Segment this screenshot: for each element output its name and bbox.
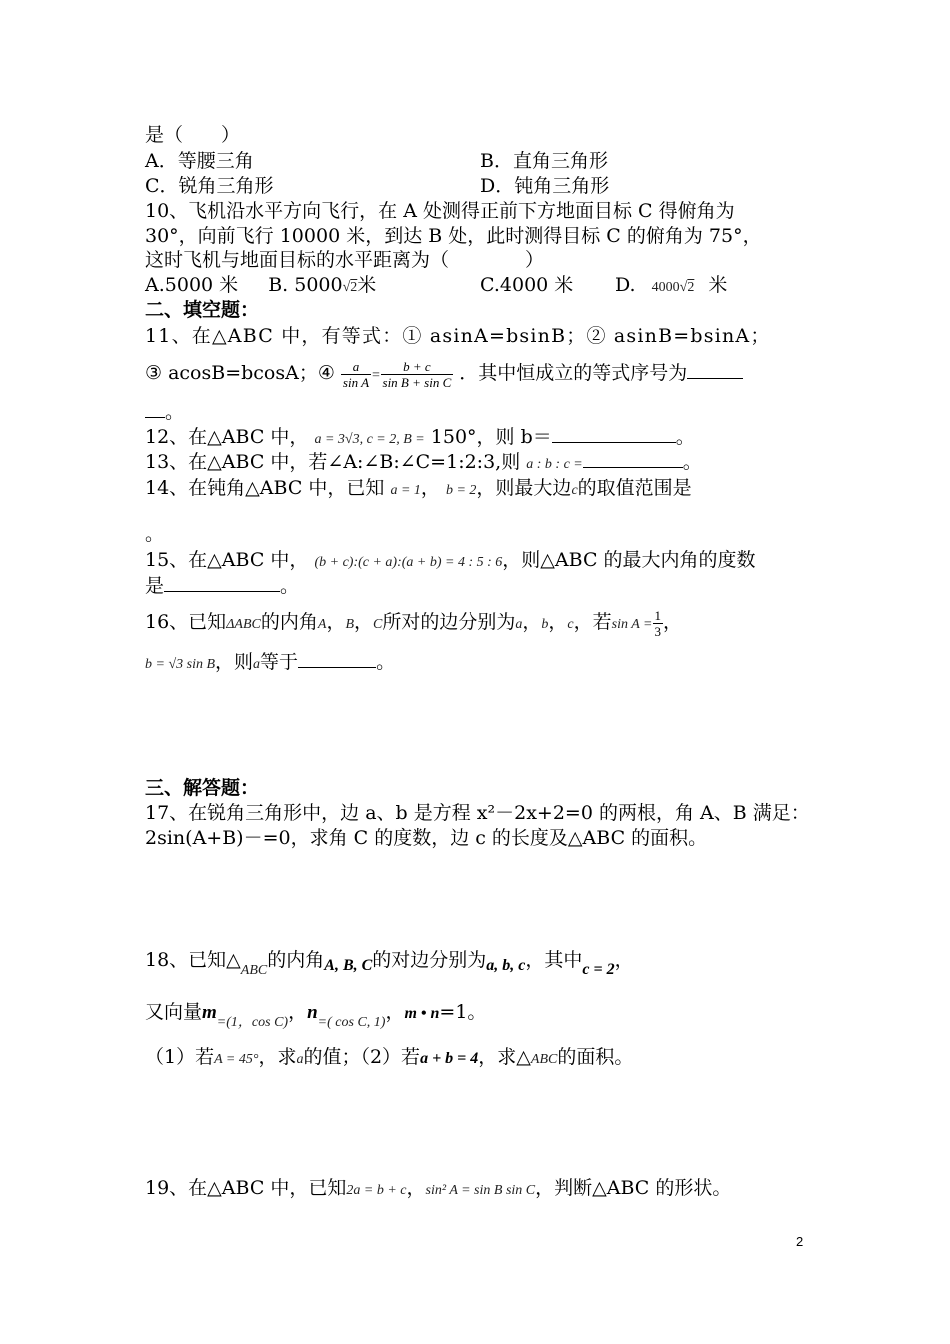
q16-answer-blank [298,649,376,668]
q11-line2: ③ acosB=bcosA；④ $\frac{a}{\text{sin A}}$ = $\frac{b + c}{\text{sin B + sin C}}$ ．其中恒成立的等式序号为 [145,356,743,393]
section-2-heading: 二、填空题： [145,299,260,321]
q10-option-a: A.5000 米 [145,274,239,296]
q11-fraction-1: $\frac{a}{\text{sin A}}$ [342,358,370,390]
q17-line2: 2sin(A+B)－=0，求角 C 的度数，边 c 的长度及△ABC 的面积。 [145,827,708,849]
q9-options-row2 [145,174,610,198]
q10-options [145,273,728,300]
section-3-heading: 三、解答题： [145,777,260,799]
q11-line1: 11、在△ABC 中，有等式：① asinA=bsinB；② asinB=bsinA； [145,325,771,347]
q10-line1: 10、飞机沿水平方向飞行，在 A 处测得正前下方地面目标 C 得俯角为 [145,200,735,222]
q15-math: (b + c):(c + a):(a + b) = 4 : 5 : 6 [314,555,503,570]
q12-math: a = 3√3, c = 2, B = [314,432,425,447]
q11-answer-blank [687,360,743,379]
q9-option-d: D．钝角三角形 [480,175,610,197]
q13-answer-blank [583,449,683,468]
q13: 13、在△ABC 中，若∠A:∠B:∠C=1:2:3,则 a : b : c = 。 [145,451,702,473]
q9-tail: 是（ ） [145,124,241,146]
vector-n: n [307,1002,318,1023]
q12: 12、在△ABC 中， a = 3√3, c = 2, B = 150°，则 b＝ 。 [145,426,695,448]
q16-line1: 16、已知ΔABC的内角A，B，C所对的边分别为a，b，c，若sin A = $\frac{1}{3}$ ， [145,607,683,639]
q9-options-row1 [145,149,608,173]
q13-math: a : b : c = [526,457,583,472]
q10-option-c: C.4000 米 [480,274,574,296]
q9-option-b: B．直角三角形 [480,150,608,172]
q9-option-a: A．等腰三角 [145,150,254,172]
q10-line2: 30°，向前飞行 10000 米，到达 B 处，此时测得目标 C 的俯角为 75°， [145,225,762,247]
q16-fraction: $\frac{1}{3}$ [654,607,661,639]
q18-line3: （1）若A = 45°，求a的值；（2）若a + b = 4，求△ABC的面积。 [145,1046,634,1068]
q15-line2: 是 。 [145,575,300,597]
q15-line1: 15、在△ABC 中， (b + c):(c + a):(a + b) = 4 : 5 : 6，则△ABC 的最大内角的度数 [145,549,756,571]
q11-fraction-2: $\frac{b + c}{\text{sin B + sin C}}$ [382,358,452,390]
q10-option-b: B. 5000√2米 [268,274,377,296]
q17-line1: 17、在锐角三角形中，边 a、b 是方程 x²－2x+2=0 的两根，角 A、B 满足： [145,802,810,824]
q15-answer-blank [164,573,280,592]
q19: 19、在△ABC 中，已知2a = b + c，sin² A = sin B sin C，判断△ABC 的形状。 [145,1177,732,1199]
q11-tail: 。 [145,399,184,424]
q18-line1: 18、已知$\triangle_{ABC}$的内角$_{A, B, C}$的对边分别为$_{a, b, c}$，其中$_{c = 2}$， [145,949,634,978]
q10-option-d: D. 4000√2 米 [615,274,728,296]
q10-line3: 这时飞机与地面目标的水平距离为（ ） [145,249,545,271]
q9-option-c: C．锐角三角形 [145,175,274,197]
page-number: 2 [796,1234,804,1249]
vector-m: m [202,1002,217,1023]
q12-answer-blank [552,424,676,443]
q14: 14、在钝角△ABC 中，已知 a = 1， b = 2，则最大边c的取值范围是 [145,477,692,499]
q18-line2: 又向量$m_{=(1,cos C)}$，$n_{=( cos C, 1)}$，m • n=1。 [145,1001,487,1030]
q14-tail: 。 [145,523,165,545]
q16-line2: b = √3 sin B，则a等于 。 [145,651,396,673]
